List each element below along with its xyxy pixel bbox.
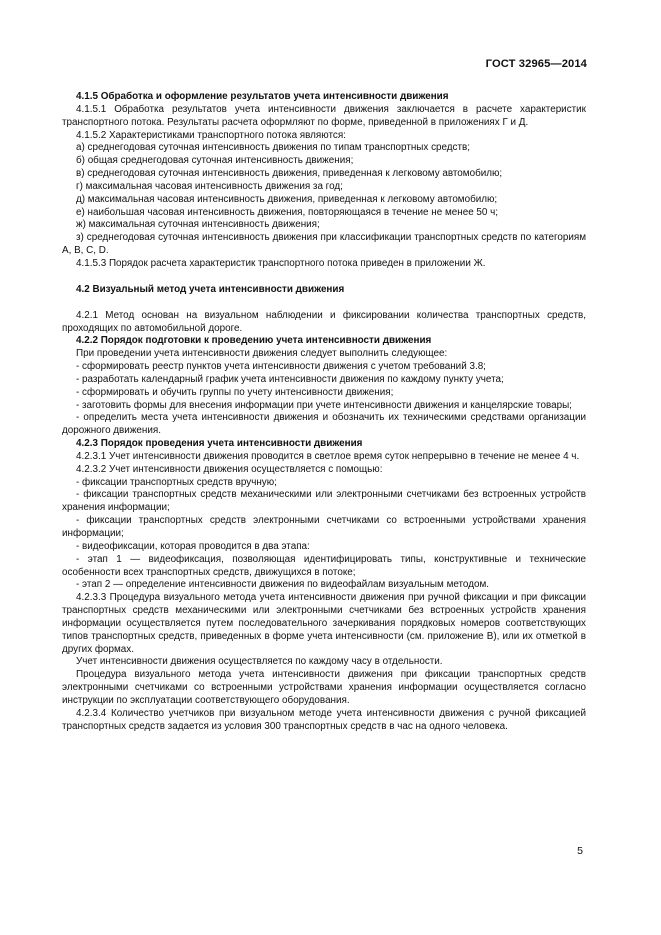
list-item-a: а) среднегодовая суточная интенсивность движения по типам транспортных средств; (76, 142, 470, 154)
document-body (62, 91, 586, 734)
paragraph-4-1-5-2: 4.1.5.2 Характеристиками транспортного потока являются: (76, 129, 346, 141)
paragraph-4-2-3-1: 4.2.3.1 Учет интенсивности движения проводится в светлое время суток непрерывно в течение не менее 4 ч. (76, 450, 580, 462)
section-heading-4-2-3: 4.2.3 Порядок проведения учета интенсивности движения (76, 438, 363, 450)
section-heading-4-1-5: 4.1.5 Обработка и оформление результатов учета интенсивности движения (76, 91, 449, 102)
paragraph-4-2-2-intro: При проведении учета интенсивности движения следует выполнить следующее: (76, 348, 448, 360)
list-item-locations: - определить места учета интенсивности движения и обозначить их техническими средствами организации дорожного движения. (62, 412, 586, 437)
paragraph-4-1-5-1: 4.1.5.1 Обработка результатов учета интенсивности движения заключается в расчете характеристик транспортного потока. Результаты расчета оформляют по форме, приведенной в приложениях Г и Д. (62, 103, 586, 128)
list-item-stage-1: - этап 1 — видеофиксация, позволяющая идентифицировать типы, конструктивные и технические особенности всех транспортных средств, движущихся в потоке; (62, 553, 586, 578)
paragraph-4-2-1: 4.2.1 Метод основан на визуальном наблюдении и фиксировании количества транспортных средств, проходящих по автомобильной дороге. (62, 309, 586, 334)
paragraph-electronic-procedure: Процедура визуального метода учета интенсивности движения при фиксации транспортных средств электронными счетчиками со встроенными устройствами хранения информации осуществляется согласно инструкции по эксплуатации соответствующего оборудования. (62, 669, 586, 706)
list-item-stage-2: - этап 2 — определение интенсивности движения по видеофайлам визуальным методом. (76, 579, 489, 591)
list-item-schedule: - разработать календарный график учета интенсивности движения по каждому пункту учета; (76, 373, 504, 385)
list-item-v: в) среднегодовая суточная интенсивность движения, приведенная к легковому автомобилю; (76, 168, 503, 180)
list-item-groups: - сформировать и обучить группы по учету интенсивности движения; (76, 386, 394, 398)
paragraph-4-2-3-4: 4.2.3.4 Количество учетчиков при визуальном методе учета интенсивности движения с ручной фиксацией транспортных средств задается из условия 300 транспортных средств в час на одного человека. (62, 707, 586, 732)
paragraph-4-2-3-2: 4.2.3.2 Учет интенсивности движения осуществляется с помощью: (76, 463, 383, 475)
list-item-b: б) общая среднегодовая суточная интенсивность движения; (76, 155, 354, 167)
section-heading-4-2-2: 4.2.2 Порядок подготовки к проведению учета интенсивности движения (76, 335, 432, 347)
paragraph-4-1-5-3: 4.1.5.3 Порядок расчета характеристик транспортного потока приведен в приложении Ж. (76, 257, 486, 269)
list-item-zh: ж) максимальная суточная интенсивность движения; (76, 219, 320, 231)
list-item-g: г) максимальная часовая интенсивность движения за год; (76, 180, 343, 192)
page-number: 5 (577, 845, 583, 857)
paragraph-4-2-3-3: 4.2.3.3 Процедура визуального метода учета интенсивности движения при ручной фиксации и при фиксации транспортных средств механическими или электронными счетчиками без встроенных устройств хранения информации осуществляется путем последовательного зачеркивания порядковых номеров соответствующих типов транспортных средств, приведенных в форме учета интенсивности (см. приложение В), или их отметкой в других формах. (62, 592, 586, 655)
list-item-manual: - фиксации транспортных средств вручную; (76, 476, 277, 488)
list-item-e: е) наибольшая часовая интенсивность движения, повторяющаяся в течение не менее 50 ч; (76, 206, 499, 218)
list-item-counters-with-storage: - фиксации транспортных средств электронными счетчиками со встроенными устройствами хранения информации; (62, 515, 586, 539)
list-item-d: д) максимальная часовая интенсивность движения, приведенная к легковому автомобилю; (76, 193, 498, 205)
list-item-counters-without-storage: - фиксации транспортных средств механическими или электронными счетчиками без встроенных устройств хранения информации; (62, 489, 586, 514)
list-item-z: з) среднегодовая суточная интенсивность движения при классификации транспортных средств по категориям А, В, С, D. (62, 232, 586, 257)
list-item-registry: - сформировать реестр пунктов учета интенсивности движения с учетом требований 3.8; (76, 361, 486, 373)
section-heading-4-2: 4.2 Визуальный метод учета интенсивности движения (76, 283, 345, 295)
list-item-forms: - заготовить формы для внесения информации при учете интенсивности движения и канцелярские товары; (76, 399, 572, 411)
list-item-video: - видеофиксации, которая проводится в два этапа: (76, 540, 310, 552)
standard-number-header: ГОСТ 32965—2014 (485, 58, 587, 70)
paragraph-hourly: Учет интенсивности движения осуществляется по каждому часу в отдельности. (76, 656, 443, 668)
